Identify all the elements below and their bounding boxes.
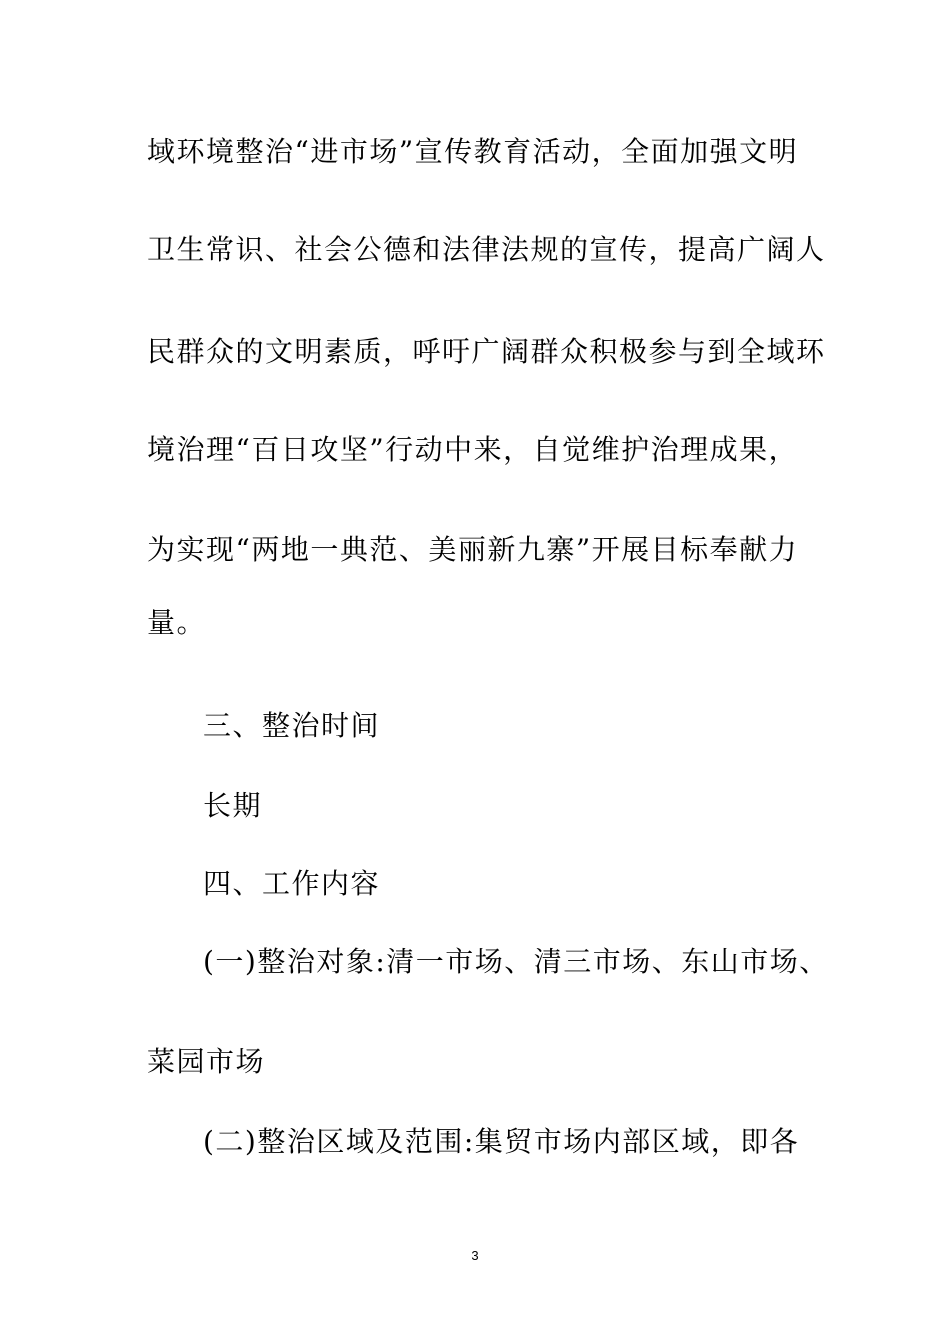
body-text-line: 卫生常识、社会公德和法律法规的宣传，提高广阔人 bbox=[147, 233, 826, 266]
body-text-line: (二)整治区域及范围:集贸市场内部区域，即各 bbox=[203, 1125, 800, 1158]
page-number: 3 bbox=[471, 1248, 479, 1263]
body-text-line: 长期 bbox=[203, 789, 263, 822]
body-text-line: (一)整治对象:清一市场、清三市场、东山市场、 bbox=[203, 945, 829, 978]
body-text-line: 民群众的文明素质，呼吁广阔群众积极参与到全域环 bbox=[147, 335, 826, 368]
body-text-line: 域环境整治“进市场”宣传教育活动，全面加强文明 bbox=[147, 135, 799, 168]
body-text-line: 为实现“两地一典范、美丽新九寨”开展目标奉献力 bbox=[147, 533, 799, 566]
section-heading: 四、工作内容 bbox=[203, 867, 381, 900]
body-text-line: 量。 bbox=[147, 606, 207, 639]
section-heading: 三、整治时间 bbox=[203, 709, 381, 742]
body-text-line: 境治理“百日攻坚”行动中来，自觉维护治理成果， bbox=[147, 433, 799, 466]
body-text-line: 菜园市场 bbox=[147, 1045, 266, 1078]
